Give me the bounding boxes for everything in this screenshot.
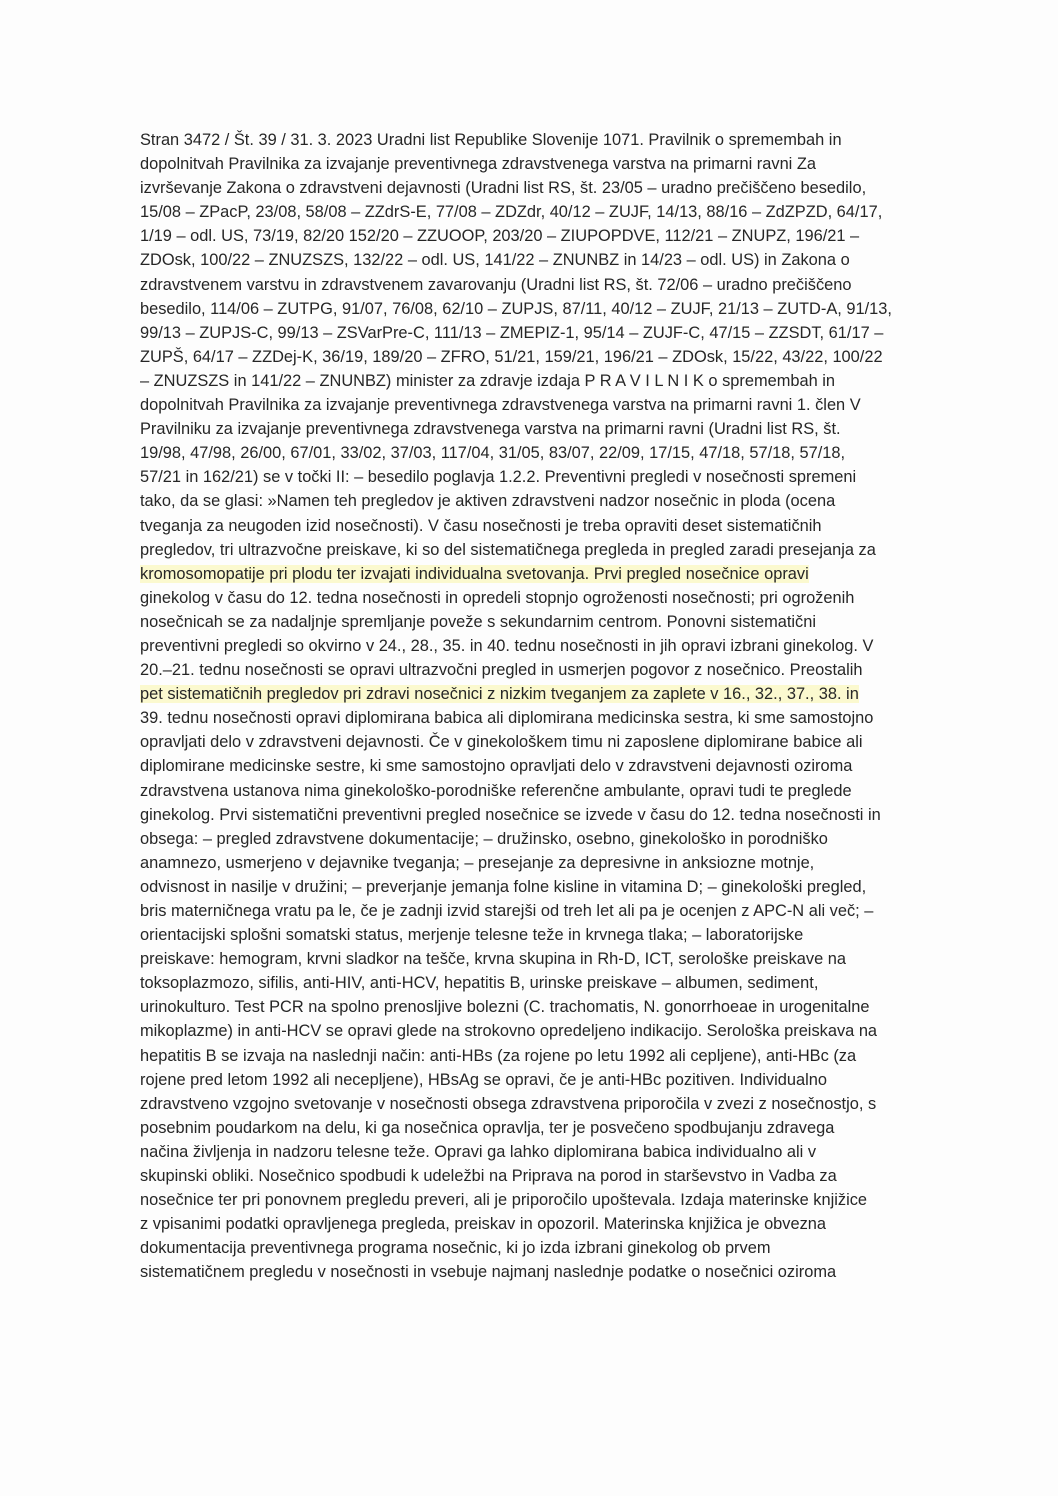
text-line: 1/19 – odl. US, 73/19, 82/20 152/20 – ZZUOOP, 203/20 – ZIUPOPDVE, 112/21 – ZNUPZ, 196/21 –	[140, 227, 860, 246]
text-line: 57/21 in 162/21) se v točki II: – besedilo poglavja 1.2.2. Preventivni pregledi v nosečnosti spremeni	[140, 468, 857, 487]
text-line	[140, 1309, 960, 1333]
text-line: 20.–21. tednu nosečnosti se opravi ultrazvočni pregled in usmerjen pogovor z nosečnico. Preostalih	[140, 661, 863, 680]
text-line: orientacijski splošni somatski status, merjenje telesne teže in krvnega tlaka; – laboratorijske	[140, 926, 804, 945]
text-line: skupinski obliki. Nosečnico spodbudi k udeležbi na Priprava na porod in starševstvo in Vadba za	[140, 1167, 837, 1186]
text-line: Pravilniku za izvajanje preventivnega zdravstvenega varstva na primarni ravni (Uradni list RS, št.	[140, 420, 841, 439]
text-line: 99/13 – ZUPJS-C, 99/13 – ZSVarPre-C, 111/13 – ZMEPIZ-1, 95/14 – ZUJF-C, 47/15 – ZZSDT, 61/17 –	[140, 323, 884, 342]
document-body	[140, 128, 960, 1333]
text-line-highlighted	[140, 562, 960, 586]
text-line: zdravstveno vzgojno svetovanje v nosečnosti obsega zdravstvena priporočila v zvezi z nosečnostjo, s	[140, 1094, 877, 1113]
text-line: diplomirane medicinske sestre, ki sme samostojno opravljati delo v zdravstveni dejavnosti oziroma	[140, 757, 853, 776]
text-line: urinokulturo. Test PCR na spolno prenosljive bolezni (C. trachomatis, N. gonorrhoeae in urogenitalne	[140, 998, 870, 1017]
text-line: zdravstvena ustanova nima ginekološko-porodniške referenčne ambulante, opravi tudi te preglede	[140, 781, 852, 800]
text-line: anamnezo, usmerjeno v dejavnike tveganja; – presejanje za depresivne in anksiozne motnje,	[140, 853, 815, 872]
text-line: nosečnicah se za nadaljnje spremljanje poveže s sekundarnim centrom. Ponovni sistematični	[140, 612, 817, 631]
text-line: ZUPŠ, 64/17 – ZZDej-K, 36/19, 189/20 – ZFRO, 51/21, 159/21, 196/21 – ZDOsk, 15/22, 43/22, 100/22	[140, 347, 883, 366]
text-line: z vpisanimi podatki opravljenega pregleda, preiskav in opozoril. Materinska knjižica je obvezna	[140, 1215, 827, 1234]
text-line: ginekolog. Prvi sistematični preventivni pregled nosečnice se izvede v času do 12. tedna nosečnosti in	[140, 805, 881, 824]
text-line-highlighted	[140, 682, 960, 706]
text-line	[140, 1285, 960, 1309]
text-line: Stran 3472 / Št. 39 / 31. 3. 2023 Uradni list Republike Slovenije 1071. Pravilnik o spremembah in	[140, 131, 842, 149]
text-line: toksoplazmozo, sifilis, anti-HIV, anti-HCV, hepatitis B, urinske preiskave – albumen, sediment,	[140, 974, 819, 993]
text-line: hepatitis B se izvaja na naslednji način: anti-HBs (za rojene po letu 1992 ali cepljene), anti-HBc (za	[140, 1046, 857, 1065]
text-line: pregledov, tri ultrazvočne preiskave, ki so del sistematičnega pregleda in pregled zaradi presejanja za	[140, 540, 876, 559]
text-line: obsega: – pregled zdravstvene dokumentacije; – družinsko, osebno, ginekološko in porodniško	[140, 829, 828, 848]
text-line: načina življenja in nadzoru telesne teže. Opravi ga lahko diplomirana babica individualno ali v	[140, 1142, 817, 1161]
text-line: opravljati delo v zdravstveni dejavnosti. Če v ginekološkem timu ni zaposlene diplomirane babice ali	[140, 733, 863, 752]
text-line: dopolnitvah Pravilnika za izvajanje preventivnega zdravstvenega varstva na primarni ravni 1. člen V	[140, 396, 861, 415]
text-line: ZDOsk, 100/22 – ZNUZSZS, 132/22 – odl. US, 141/22 – ZNUNBZ in 14/23 – odl. US) in Zakona o	[140, 251, 850, 270]
text-line: dokumentacija preventivnega programa nosečnic, ki jo izda izbrani ginekolog ob prvem	[140, 1239, 771, 1258]
text-line: bris materničnega vratu pa le, če je zadnji izvid starejši od treh let ali pa je ocenjen z APC-N ali več; –	[140, 902, 874, 920]
text-line: 15/08 – ZPacP, 23/08, 58/08 – ZZdrS-E, 77/08 – ZDZdr, 40/12 – ZUJF, 14/13, 88/16 – ZdZPZD, 64/17,	[140, 203, 883, 222]
text-line: 19/98, 47/98, 26/00, 67/01, 33/02, 37/03, 117/04, 31/05, 83/07, 22/09, 17/15, 47/18, 57/18, 57/18,	[140, 444, 846, 463]
text-line: tveganja za neugoden izid nosečnosti). V času nosečnosti je treba opraviti deset sistematičnih	[140, 516, 822, 535]
text-line: rojene pred letom 1992 ali necepljene), HBsAg se opravi, če je anti-HBc pozitiven. Individualno	[140, 1070, 827, 1089]
text-line: posebnim poudarkom na delu, ki ga nosečnica opravlja, ter je posvečeno spodbujanju zdravega	[140, 1118, 835, 1137]
text-line: mikoplazme) in anti-HCV se opravi glede na strokovno opredeljeno indikacijo. Serološka preiskava na	[140, 1022, 878, 1041]
highlight-mark: pet sistematičnih pregledov pri zdravi nosečnici z nizkim tveganjem za zaplete v 16., 32., 37., 38. in	[140, 685, 859, 704]
text-line: dopolnitvah Pravilnika za izvajanje preventivnega zdravstvenega varstva na primarni ravni Za	[140, 155, 817, 174]
text-line: sistematičnem pregledu v nosečnosti in vsebuje najmanj naslednje podatke o nosečnici oziroma	[140, 1263, 837, 1282]
text-line: tako, da se glasi: »Namen teh pregledov je aktiven zdravstveni nadzor nosečnic in ploda (ocena	[140, 492, 836, 511]
text-line: preiskave: hemogram, krvni sladkor na tešče, krvna skupina in Rh-D, ICT, serološke preiskave na	[140, 950, 847, 969]
text-line: ginekolog v času do 12. tedna nosečnosti in opredeli stopnjo ogroženosti nosečnosti; pri ogroženih	[140, 588, 855, 607]
text-line: izvrševanje Zakona o zdravstveni dejavnosti (Uradni list RS, št. 23/05 – uradno prečiščeno besedilo,	[140, 179, 867, 198]
text-line: – ZNUZSZS in 141/22 – ZNUNBZ) minister za zdravje izdaja P R A V I L N I K o spremembah in	[140, 371, 836, 390]
text-line: odvisnost in nasilje v družini; – preverjanje jemanja folne kisline in vitamina D; – ginekološki pregled,	[140, 877, 867, 896]
text-line: 39. tednu nosečnosti opravi diplomirana babica ali diplomirana medicinska sestra, ki sme samostojno	[140, 709, 874, 728]
highlight-mark: kromosomopatije pri plodu ter izvajati individualna svetovanja. Prvi pregled nosečnice opravi	[140, 564, 809, 583]
text-line: nosečnice ter pri ponovnem pregledu preveri, ali je priporočilo upoštevala. Izdaja materinske knjižice	[140, 1191, 868, 1210]
text-line: besedilo, 114/06 – ZUTPG, 91/07, 76/08, 62/10 – ZUPJS, 87/11, 40/12 – ZUJF, 21/13 – ZUTD-A, 91/13,	[140, 299, 892, 318]
text-line: zdravstvenem varstvu in zdravstvenem zavarovanju (Uradni list RS, št. 72/06 – uradno prečiščeno	[140, 275, 852, 294]
text-line: preventivni pregledi so okvirno v 24., 28., 35. in 40. tednu nosečnosti in jih opravi izbrani ginekolog. V	[140, 636, 874, 655]
